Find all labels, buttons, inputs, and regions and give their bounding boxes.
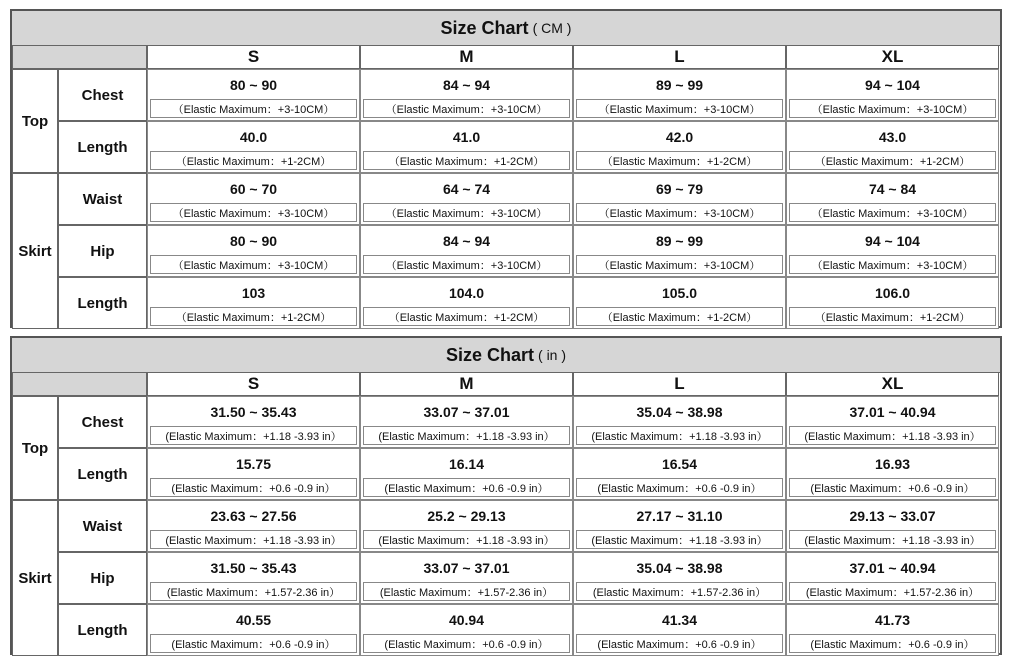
elastic-note: (Elastic Maximum：+1.57-2.36 in） [150, 582, 357, 601]
measurement-value: 41.0 [452, 129, 481, 145]
value-cell [786, 552, 999, 604]
measurement-value: 40.0 [239, 129, 268, 145]
value-cell [360, 604, 573, 656]
measurement-value: 89 ~ 99 [655, 77, 704, 93]
measurement-value: 80 ~ 90 [229, 77, 278, 93]
measure-label-hip: Hip [58, 225, 147, 277]
elastic-note: (Elastic Maximum：+1.57-2.36 in） [576, 582, 783, 601]
elastic-note: (Elastic Maximum：+1.18 -3.93 in） [576, 426, 783, 445]
measurement-value: 35.04 ~ 38.98 [636, 404, 723, 420]
measurement-value: 29.13 ~ 33.07 [849, 508, 936, 524]
value-cell [360, 121, 573, 173]
measurement-value: 41.34 [661, 612, 698, 628]
measurement-value: 37.01 ~ 40.94 [849, 404, 936, 420]
value-cell [786, 173, 999, 225]
value-cell [147, 552, 360, 604]
elastic-note: (Elastic Maximum：+0.6 -0.9 in） [150, 478, 357, 497]
value-cell [147, 448, 360, 500]
measurement-value: 64 ~ 74 [442, 181, 491, 197]
measurement-value: 16.54 [661, 456, 698, 472]
value-cell [360, 277, 573, 329]
elastic-note: (Elastic Maximum：+0.6 -0.9 in） [150, 634, 357, 653]
elastic-note: （Elastic Maximum：+3-10CM） [576, 203, 783, 222]
measurement-value: 41.73 [874, 612, 911, 628]
measurement-value: 60 ~ 70 [229, 181, 278, 197]
value-cell [360, 396, 573, 448]
measurement-value: 25.2 ~ 29.13 [427, 508, 506, 524]
measurement-value: 89 ~ 99 [655, 233, 704, 249]
measurement-value: 84 ~ 94 [442, 77, 491, 93]
measure-label-length: Length [58, 121, 147, 173]
measurement-value: 94 ~ 104 [865, 233, 920, 249]
elastic-note: （Elastic Maximum：+1-2CM） [150, 151, 357, 170]
measurement-value: 80 ~ 90 [229, 233, 278, 249]
value-cell [147, 225, 360, 277]
value-cell [786, 121, 999, 173]
elastic-note: (Elastic Maximum：+0.6 -0.9 in） [363, 478, 570, 497]
value-cell [360, 173, 573, 225]
measurement-value: 84 ~ 94 [442, 233, 491, 249]
elastic-note: (Elastic Maximum：+1.18 -3.93 in） [363, 426, 570, 445]
header-corner [12, 45, 147, 69]
elastic-note: (Elastic Maximum：+1.18 -3.93 in） [150, 426, 357, 445]
elastic-note: （Elastic Maximum：+1-2CM） [363, 307, 570, 326]
elastic-note: （Elastic Maximum：+3-10CM） [789, 203, 996, 222]
size-chart-in [10, 336, 1002, 655]
elastic-note: （Elastic Maximum：+3-10CM） [789, 99, 996, 118]
measurement-value: 106.0 [874, 285, 911, 301]
elastic-note: （Elastic Maximum：+3-10CM） [150, 255, 357, 274]
measure-label-hip: Hip [58, 552, 147, 604]
elastic-note: （Elastic Maximum：+1-2CM） [789, 307, 996, 326]
measurement-value: 37.01 ~ 40.94 [849, 560, 936, 576]
measurement-value: 33.07 ~ 37.01 [423, 404, 510, 420]
measurement-value: 16.93 [874, 456, 911, 472]
value-cell [147, 121, 360, 173]
measure-label-length: Length [58, 448, 147, 500]
value-cell [786, 225, 999, 277]
value-cell [786, 604, 999, 656]
elastic-note: （Elastic Maximum：+3-10CM） [150, 99, 357, 118]
value-cell [360, 448, 573, 500]
value-cell [786, 396, 999, 448]
value-cell [573, 121, 786, 173]
size-header-xl: XL [786, 372, 999, 396]
value-cell [573, 173, 786, 225]
chart-title-bar [12, 11, 1000, 46]
size-header-s: S [147, 45, 360, 69]
measurement-value: 43.0 [878, 129, 907, 145]
measurement-value: 94 ~ 104 [865, 77, 920, 93]
value-cell [786, 69, 999, 121]
size-header-xl: XL [786, 45, 999, 69]
measurement-value: 33.07 ~ 37.01 [423, 560, 510, 576]
elastic-note: (Elastic Maximum：+1.18 -3.93 in） [363, 530, 570, 549]
elastic-note: (Elastic Maximum：+1.18 -3.93 in） [789, 426, 996, 445]
chart-title: Size Chart [445, 344, 535, 365]
value-cell [147, 604, 360, 656]
elastic-note: (Elastic Maximum：+0.6 -0.9 in） [576, 634, 783, 653]
size-header-l: L [573, 372, 786, 396]
elastic-note: （Elastic Maximum：+3-10CM） [363, 255, 570, 274]
value-cell [147, 277, 360, 329]
value-cell [360, 69, 573, 121]
measure-label-chest: Chest [58, 69, 147, 121]
group-label-skirt: Skirt [12, 173, 58, 329]
elastic-note: （Elastic Maximum：+1-2CM） [363, 151, 570, 170]
chart-unit: ( in ) [538, 347, 567, 363]
elastic-note: (Elastic Maximum：+0.6 -0.9 in） [576, 478, 783, 497]
elastic-note: （Elastic Maximum：+3-10CM） [150, 203, 357, 222]
value-cell [573, 604, 786, 656]
elastic-note: (Elastic Maximum：+0.6 -0.9 in） [363, 634, 570, 653]
measurement-value: 16.14 [448, 456, 485, 472]
elastic-note: （Elastic Maximum：+1-2CM） [576, 307, 783, 326]
value-cell [147, 69, 360, 121]
measure-label-waist: Waist [58, 500, 147, 552]
chart-unit: ( CM ) [532, 20, 572, 36]
measurement-value: 69 ~ 79 [655, 181, 704, 197]
size-chart-cm [10, 9, 1002, 328]
measurement-value: 31.50 ~ 35.43 [210, 560, 297, 576]
value-cell [360, 225, 573, 277]
value-cell [573, 69, 786, 121]
group-label-skirt: Skirt [12, 500, 58, 656]
elastic-note: (Elastic Maximum：+0.6 -0.9 in） [789, 634, 996, 653]
size-header-m: M [360, 372, 573, 396]
value-cell [573, 396, 786, 448]
measurement-value: 27.17 ~ 31.10 [636, 508, 723, 524]
value-cell [573, 448, 786, 500]
measurement-value: 42.0 [665, 129, 694, 145]
measurement-value: 15.75 [235, 456, 272, 472]
value-cell [147, 500, 360, 552]
elastic-note: (Elastic Maximum：+0.6 -0.9 in） [789, 478, 996, 497]
chart-title: Size Chart [440, 17, 529, 38]
measurement-value: 31.50 ~ 35.43 [210, 404, 297, 420]
value-cell [786, 277, 999, 329]
size-header-m: M [360, 45, 573, 69]
elastic-note: （Elastic Maximum：+3-10CM） [363, 203, 570, 222]
elastic-note: （Elastic Maximum：+3-10CM） [576, 255, 783, 274]
elastic-note: （Elastic Maximum：+1-2CM） [150, 307, 357, 326]
measurement-value: 74 ~ 84 [868, 181, 917, 197]
measurement-value: 23.63 ~ 27.56 [210, 508, 297, 524]
measurement-value: 35.04 ~ 38.98 [636, 560, 723, 576]
elastic-note: （Elastic Maximum：+3-10CM） [576, 99, 783, 118]
value-cell [147, 173, 360, 225]
measurement-value: 104.0 [448, 285, 485, 301]
measure-label-length: Length [58, 277, 147, 329]
value-cell [573, 500, 786, 552]
value-cell [360, 552, 573, 604]
value-cell [360, 500, 573, 552]
elastic-note: （Elastic Maximum：+3-10CM） [363, 99, 570, 118]
value-cell [147, 396, 360, 448]
value-cell [573, 552, 786, 604]
elastic-note: （Elastic Maximum：+3-10CM） [789, 255, 996, 274]
elastic-note: （Elastic Maximum：+1-2CM） [576, 151, 783, 170]
measure-label-chest: Chest [58, 396, 147, 448]
value-cell [786, 500, 999, 552]
elastic-note: （Elastic Maximum：+1-2CM） [789, 151, 996, 170]
measurement-value: 103 [241, 285, 266, 301]
measure-label-waist: Waist [58, 173, 147, 225]
measurement-value: 105.0 [661, 285, 698, 301]
measurement-value: 40.94 [448, 612, 485, 628]
elastic-note: (Elastic Maximum：+1.57-2.36 in） [789, 582, 996, 601]
group-label-top: Top [12, 69, 58, 173]
measurement-value: 40.55 [235, 612, 272, 628]
measure-label-length: Length [58, 604, 147, 656]
value-cell [573, 225, 786, 277]
value-cell [786, 448, 999, 500]
elastic-note: (Elastic Maximum：+1.57-2.36 in） [363, 582, 570, 601]
elastic-note: (Elastic Maximum：+1.18 -3.93 in） [789, 530, 996, 549]
elastic-note: (Elastic Maximum：+1.18 -3.93 in） [150, 530, 357, 549]
header-corner [12, 372, 147, 396]
size-header-l: L [573, 45, 786, 69]
chart-title-bar [12, 338, 1000, 373]
size-header-s: S [147, 372, 360, 396]
group-label-top: Top [12, 396, 58, 500]
value-cell [573, 277, 786, 329]
elastic-note: (Elastic Maximum：+1.18 -3.93 in） [576, 530, 783, 549]
